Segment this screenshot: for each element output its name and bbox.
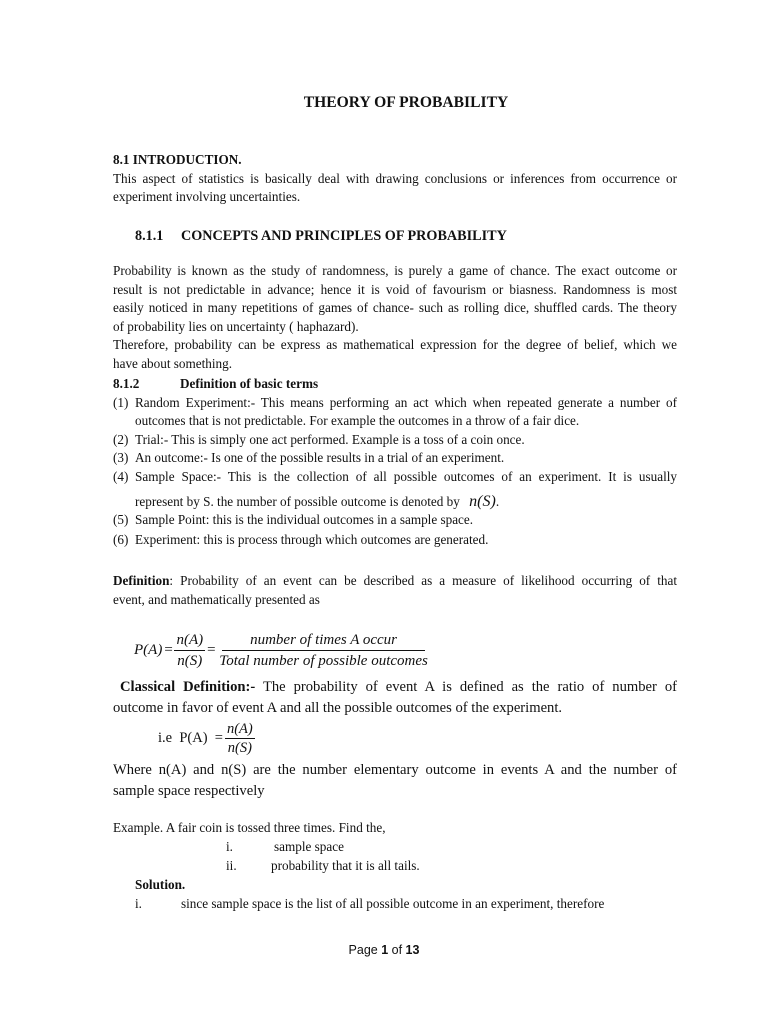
math-n-of-s: n(S) [469, 492, 496, 510]
footer-total-pages: 13 [405, 943, 420, 957]
where-line-1: Where n(A) and n(S) are the number elementary outcome in events A and the number of [113, 762, 677, 778]
page-title: THEORY OF PROBABILITY [303, 94, 509, 111]
intro-section [113, 151, 677, 207]
list-item-text: Sample Space:- This is the collection of all possible outcomes of an experiment. It is usually [135, 468, 677, 484]
fraction-denominator: n(S) [227, 739, 252, 756]
classical-formula [158, 717, 288, 759]
list-marker: (4) [113, 468, 129, 484]
list-item-text: An outcome:- Is one of the possible results in a trial of an experiment. [135, 450, 505, 466]
concepts-p2-line-1: Therefore, probability can be express as mathematical expression for the degree of belief, which we [113, 337, 677, 353]
example-item [226, 857, 526, 876]
list-item-text: Random Experiment:- This means performing an act which when repeated generate a number of [135, 394, 677, 410]
list-marker: (1) [113, 394, 129, 410]
concepts-heading [135, 228, 507, 245]
fraction-denominator: n(S) [177, 652, 203, 669]
list-marker: (3) [113, 450, 129, 466]
list-item-text: outcomes that is not predictable. For example the outcomes in a throw of a fair dice. [135, 413, 580, 429]
concepts-p1-line-3: easily noticed in many repetitions of games of chance- such as rolling dice, shuffled cards. The theory [113, 300, 677, 316]
list-item [113, 431, 677, 450]
solution-label: Solution. [135, 877, 186, 892]
definition-paragraph [113, 572, 677, 609]
probability-formula: P(A) = $\frac{n(A)}{n(S)}$ = number of times A occur Total number of possible outcomes [134, 631, 428, 669]
where-paragraph [113, 760, 677, 801]
concepts-paragraph [113, 262, 677, 374]
classical-label: Classical Definition:- [120, 679, 256, 695]
definition-label: Definition [113, 573, 170, 588]
concepts-number: 8.1.1 [135, 228, 164, 244]
example-item [226, 838, 526, 857]
list-item-text-with-math: represent by S. the number of possible outcome is denoted by n(S). [135, 492, 500, 510]
fraction [225, 720, 255, 757]
list-marker: (2) [113, 431, 129, 447]
definition-text: : Probability of an event can be described as a measure of likelihood occurring of that [169, 573, 677, 588]
concepts-p1-line-4: of probability lies on uncertainty ( haphazard). [113, 318, 359, 334]
concepts-title: CONCEPTS AND PRINCIPLES OF PROBABILITY [181, 228, 507, 244]
fraction-numerator: n(A) [174, 630, 205, 651]
fraction-numerator: number of times A occur [222, 630, 425, 651]
list-marker: (6) [113, 531, 129, 547]
solution-item-marker: i. [135, 896, 142, 911]
list-item-text: Experiment: this is process through which outcomes are generated. [135, 531, 489, 547]
solution-item [135, 895, 675, 914]
example-section [113, 819, 677, 838]
example-item-text: sample space [274, 839, 344, 854]
definition-line-2: event, and mathematically presented as [113, 591, 320, 607]
fraction-denominator: Total number of possible outcomes [219, 652, 428, 669]
list-item-text: Trial:- This is simply one act performed. Example is a toss of a coin once. [135, 431, 525, 447]
footer-prefix: Page [348, 943, 382, 957]
list-marker: (5) [113, 512, 129, 528]
formula-prefix: i.e P(A) = [158, 729, 223, 746]
classical-text: The probability of event A is defined as the ratio of number of [255, 679, 677, 695]
solution-item-text: since sample space is the list of all possible outcome in an experiment, therefore [181, 896, 605, 911]
basic-terms-number: 8.1.2 [113, 376, 140, 391]
list-item-text: Sample Point: this is the individual outcomes in a sample space. [135, 512, 474, 528]
where-line-2: sample space respectively [113, 782, 265, 799]
intro-line-2: experiment involving uncertainties. [113, 189, 301, 205]
page-footer [0, 943, 768, 957]
list-item [113, 394, 677, 431]
footer-page-number: 1 [381, 943, 389, 957]
basic-terms-heading [113, 375, 677, 394]
intro-line-1: This aspect of statistics is basically deal with drawing conclusions or inferences from occurrence or [113, 170, 677, 186]
footer-of: of [388, 943, 406, 957]
example-text: Example. A fair coin is tossed three times. Find the, [113, 820, 386, 835]
definition-line-1 [113, 572, 677, 591]
list-item [113, 511, 677, 530]
intro-heading: 8.1 INTRODUCTION. [113, 152, 242, 167]
fraction [217, 630, 430, 671]
classical-definition [113, 677, 677, 718]
concepts-p2-line-2: have about something. [113, 355, 233, 371]
fraction [174, 630, 205, 671]
example-item-marker: ii. [226, 858, 237, 873]
list-item [113, 531, 677, 550]
fraction-numerator: n(A) [226, 720, 253, 737]
concepts-p1-line-1: Probability is known as the study of randomness, is purely a game of chance. The exact outcome or [113, 263, 677, 278]
list-item-text: represent by S. the number of possible outcome is denoted by [135, 493, 460, 509]
basic-terms-title: Definition of basic terms [180, 376, 319, 391]
example-item-text: probability that it is all tails. [271, 858, 420, 873]
formula-lhs: P(A) [134, 641, 163, 658]
list-item [113, 468, 677, 511]
concepts-p1-line-2: result is not predictable in advance; hence it is void of favourism or biasness. Randomness is most [113, 281, 677, 297]
basic-terms-section [113, 375, 677, 549]
classical-line-2: outcome in favor of event A and all the possible outcomes of the experiment. [113, 699, 563, 716]
classical-line-1 [113, 677, 677, 698]
list-item [113, 449, 677, 468]
example-item-marker: i. [226, 839, 233, 854]
